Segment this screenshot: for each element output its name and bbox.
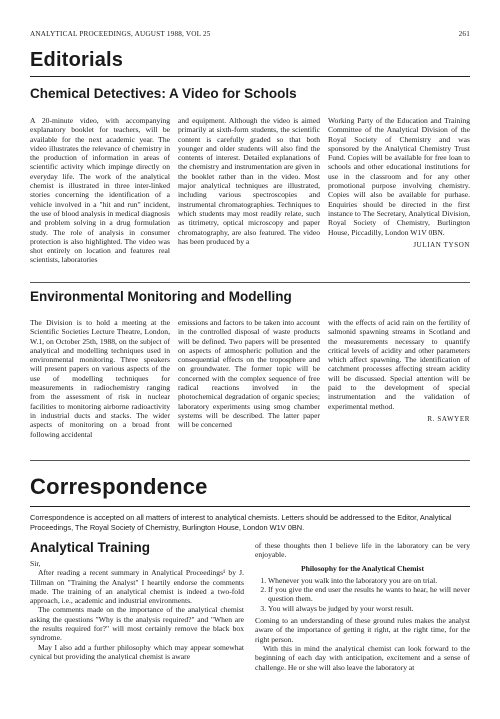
article2-column-3 — [328, 318, 470, 424]
article1-column-3 — [328, 116, 470, 250]
article2-col3-text: with the effects of acid rain on the fertility of salmonid spawning streams in Scotland and the measurements necessary to quantify critical levels of acidity and other parameters which affect spawning. The identification of catchment processes affecting stream acidity will be discussed. Special attention will be paid to the development of special instrumentation and the validation of experimental method. — [328, 318, 470, 411]
correspondence-intro: Correspondence is accepted on all matters of interest to analytical chemists. Letters should be addressed to the Editor, Analytical Proceedings, The Royal Society of Chemistry, Burlington House, London W1V 0BN. — [30, 513, 452, 532]
letter-paragraph: The comments made on the importance of the analytical chemist asking the questions "Why is the analysis required?" and "When are the results required for?" will most certainly remove the black box syndrome. — [30, 605, 244, 643]
article2-col2-text: emissions and factors to be taken into account in the controlled disposal of waste products will be defined. Two papers will be presented on aspects of atmospheric pollution and the consequential effects on the troposphere and on groundwater. The former topic will be concerned with the complex sequence of free radical reactions involved in the photochemical degradation of organic species; laboratory experiments using smog chamber systems will be described. The latter paper will be concerned — [178, 318, 320, 430]
article2-column-2 — [178, 318, 320, 430]
article2-column-1 — [30, 318, 170, 439]
correspondence-rule — [30, 506, 470, 507]
article1-signature: JULIAN TYSON — [413, 240, 470, 249]
article1-col3-text: Working Party of the Education and Training Committee of the Analytical Division of the Royal Society of Chemistry and was sponsored by the Analytical Chemistry Trust Fund. Copies will be available for free loan to schools and other educational institutions for use in the classroom and for any other promotional purpose involving chemistry. Copies will also be available for purhase. Enquiries should be directed in the first instance to The Secretary, Analytical Division, Royal Society of Chemistry, Burlington House, Piccadilly, London W1V 0BN. — [328, 116, 470, 237]
article2-col1-text: The Division is to hold a meeting at the Scientific Societies Lecture Theatre, London, W.1, on October 25th, 1988, on the subject of analytical and modelling techniques used in environmental monitoring. Three speakers will present papers on various aspects of the use of modelling techniques for measurements in radiochemistry ranging from the assessment of risk in nuclear facilities to monitoring airborne radioactivity in industrial ducts and stacks. The wider aspects of monitoring on a broad front following accidental — [30, 318, 170, 439]
section-rule — [30, 76, 470, 77]
article-divider — [30, 282, 470, 283]
article2-signature: R. SAWYER — [427, 414, 470, 423]
philosophy-heading: Philosophy for the Analytical Chemist — [300, 563, 425, 573]
letter-paragraph: After reading a recent summary in Analytical Proceedings¹ by J. Tillman on "Training the Analyst" I heartily endorse the comments made. The training of an analytical chemist is indeed a two-fold approach, i.e., academic and industrial environments. — [30, 568, 244, 606]
letter-right-paragraph: Coming to an understanding of these ground rules makes the analyst aware of the importance of getting it right, at the right time, for the right person. — [255, 616, 470, 644]
article1-column-2 — [178, 116, 320, 246]
letter-right-paragraph: With this in mind the analytical chemist can look forward to the beginning of each day with anticipation, excitement and a sense of challenge. He or she will also leave the laboratory at — [255, 643, 470, 672]
correspondence-heading: Correspondence — [30, 474, 208, 499]
article1-col2-text: and equipment. Although the video is aimed primarily at sixth-form students, the scientific content is carefully graded so that both younger and older students will also find the contents of interest. Detailed explanations of the chemistry and instrumentation are given in the booklet rather than in the video. Most major analytical techniques are illustrated, including various spectroscopies and instrumental chromatographies. Techniques to which students may most readily relate, such as titrimetry, optical microscopy and paper chromatography, are also featured. The video has been produced by a — [178, 116, 320, 246]
letter-right-column — [255, 541, 470, 672]
article1-col1-text: A 20-minute video, with accompanying explanatory booklet for teachers, will be available for the next academic year. The video illustrates the relevance of chemistry in the production of information in areas of scientific activity which impinge directly on everyday life. The work of the analytical chemist is illustrated in three inter-linked stories concerning the identification of a vehicle involved in a "hit and run" incident, the use of blood analysis in medical diagnosis and problem solving in a drug formulation study. The role of analysis in consumer protection is also highlighted. The video was shot entirely on location and features real scientists, laboratories — [30, 116, 170, 265]
running-header — [30, 30, 470, 38]
article-title-environmental-monitoring: Environmental Monitoring and Modelling — [30, 289, 292, 304]
editorials-heading: Editorials — [30, 49, 124, 71]
philosophy-item: 2. If you give the end user the results he wants to hear, he will never question them. — [268, 585, 470, 604]
letter-left-column — [30, 559, 244, 661]
running-title: ANALYTICAL PROCEEDINGS, AUGUST 1988, VOL 25 — [30, 30, 211, 38]
letter-paragraph: May I also add a further philosophy which may appear somewhat cynical but providing the analytical chemist is aware — [30, 642, 244, 661]
philosophy-list — [255, 576, 470, 613]
letter-salutation: Sir, — [30, 559, 41, 568]
section-divider — [30, 460, 470, 461]
letter-title-analytical-training: Analytical Training — [30, 540, 151, 555]
philosophy-item: 1. Whenever you walk into the laboratory you are on trial. — [268, 576, 470, 585]
letter-right-lead: of these thoughts then I believe life in the laboratory can be very enjoyable. — [255, 541, 470, 560]
article-title-chemical-detectives: Chemical Detectives: A Video for Schools — [30, 86, 297, 101]
article1-column-1 — [30, 116, 170, 265]
page-number: 261 — [458, 30, 470, 38]
philosophy-item: 3. You will always be judged by your worst result. — [268, 604, 470, 613]
